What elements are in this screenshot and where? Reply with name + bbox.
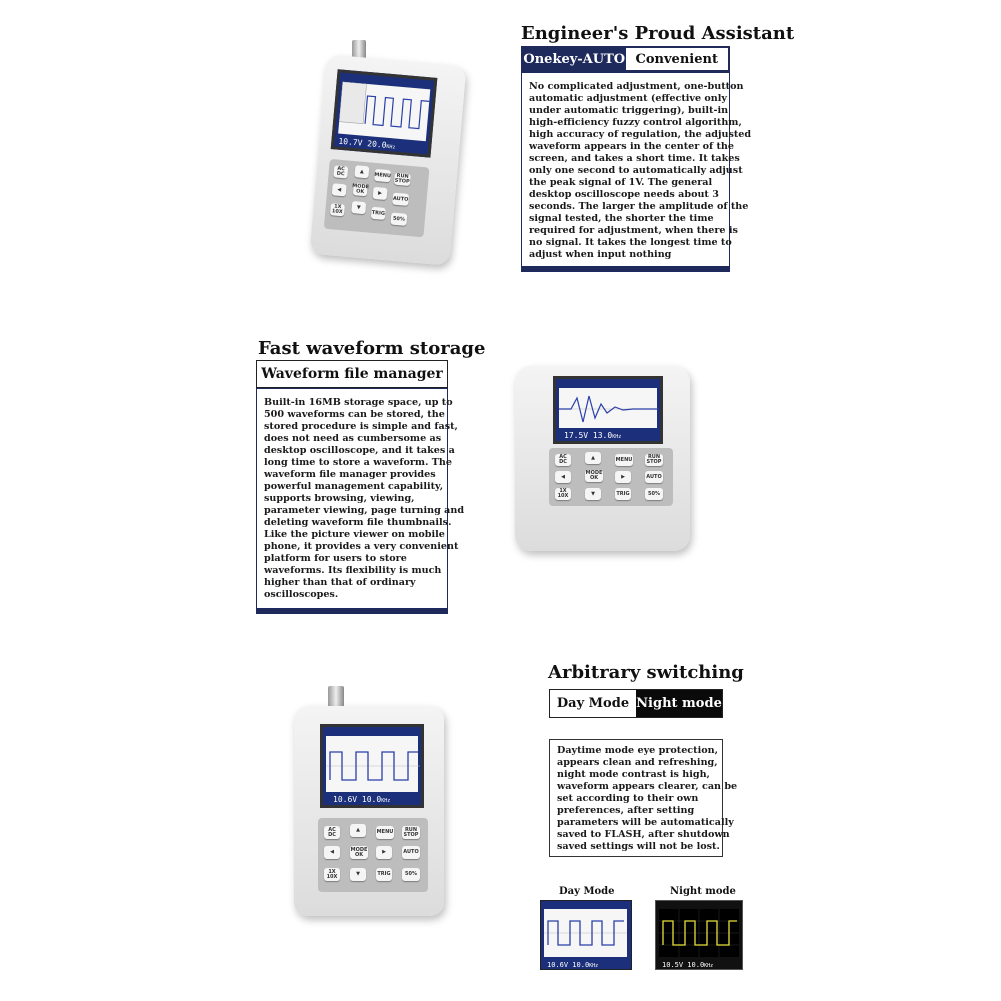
day-plot-area [544, 909, 627, 957]
waveform-display [338, 82, 432, 144]
mode-ok-key[interactable]: MODE OK [585, 470, 603, 481]
text-line: waveform appears in the center of the [529, 141, 735, 152]
text-line: seconds. The larger the amplitude of the [529, 201, 749, 212]
text-line: Built-in 16MB storage space, up to [264, 397, 453, 408]
freq-value: 20.0 [366, 139, 387, 150]
tab-day-mode: Day Mode [550, 690, 636, 717]
auto-key[interactable]: AUTO [645, 471, 663, 483]
text-line: waveforms. Its flexibility is much [264, 565, 442, 576]
freq-value: 10.0 [687, 961, 705, 969]
oscilloscope-device-3 [290, 686, 450, 921]
text-line: preferences, after setting [557, 805, 695, 816]
text-line: waveform file manager provides [264, 469, 436, 480]
section1-tabs [521, 46, 730, 72]
text-line: only one second to automatically adjust [529, 165, 743, 176]
volt-unit: V [583, 431, 589, 440]
screen-plot-area [559, 388, 657, 428]
device-body [294, 706, 444, 916]
text-line: oscilloscopes. [264, 589, 339, 600]
text-line: high accuracy of regulation, the adjusted [529, 129, 752, 140]
day-mode-screen [540, 900, 632, 970]
vpp-value: 10.7 [338, 136, 359, 148]
freq-unit: KHz [381, 798, 391, 804]
vpp-value: 17.5 [564, 431, 584, 440]
auto-key[interactable]: AUTO [402, 846, 420, 859]
acdc-key[interactable]: AC DC [324, 826, 340, 839]
freq-unit: KHz [589, 963, 599, 969]
acdc-key[interactable]: AC DC [555, 454, 571, 466]
fifty-percent-key[interactable]: 50% [390, 212, 407, 225]
volt-unit: V [563, 961, 569, 969]
menu-key[interactable]: MENU [615, 454, 633, 466]
text-line: supports browsing, viewing, [264, 493, 415, 504]
text-line: screen, and takes a short time. It takes [529, 153, 740, 164]
text-line: powerful management capability, [264, 481, 444, 492]
up-key[interactable]: ▲ [350, 824, 366, 837]
volt-unit: V [352, 795, 358, 804]
x1-x10-key[interactable]: 1X 10X [324, 868, 340, 881]
section1-description [521, 72, 752, 266]
section2-title: Fast waveform storage [258, 338, 486, 359]
section1-title: Engineer's Proud Assistant [521, 23, 795, 44]
section2-description [256, 388, 465, 608]
down-key[interactable]: ▼ [350, 868, 366, 881]
day-mode-label: Day Mode [559, 886, 615, 897]
vpp-value: 10.6 [333, 795, 353, 804]
keypad [549, 448, 673, 506]
text-line: automatic adjustment (effective only [529, 93, 728, 104]
section3-description [549, 739, 738, 857]
night-waveform [659, 909, 739, 957]
section3-title: Arbitrary switching [548, 662, 744, 683]
text-line: phone, it provides a very convenient [264, 541, 459, 552]
freq-value: 10.0 [361, 795, 382, 804]
auto-key[interactable]: AUTO [392, 193, 409, 206]
text-line: no signal. It takes the longest time to [529, 237, 732, 248]
left-key[interactable]: ◀ [332, 183, 347, 196]
text-line: high-efficiency fuzzy control algorithm, [529, 117, 742, 128]
run-stop-key[interactable]: RUN STOP [646, 454, 662, 465]
text-line: stored procedure is simple and fast, [264, 421, 458, 432]
tab-night-mode: Night mode [636, 690, 722, 717]
readout-bar [564, 431, 621, 440]
text-line: parameter viewing, page turning and [264, 505, 465, 516]
oscilloscope-device-2 [515, 360, 695, 560]
text-line: platform for users to store [264, 553, 407, 564]
text-line: saved settings will not be lost. [557, 841, 720, 852]
device-screen [553, 376, 663, 444]
keypad [318, 818, 428, 892]
night-mode-screen [655, 900, 743, 970]
night-readout [662, 961, 713, 969]
section2-bottom-bar [256, 608, 448, 614]
text-line: deleting waveform file thumbnails. [264, 517, 452, 528]
x1-x10-key[interactable]: 1X 10X [330, 203, 345, 216]
text-line: does not need as cumbersome as [264, 433, 442, 444]
trig-key[interactable]: TRIG [371, 207, 386, 220]
right-key[interactable]: ▶ [376, 846, 392, 859]
menu-key[interactable]: MENU [376, 826, 394, 839]
run-stop-key[interactable]: RUN STOP [403, 826, 419, 838]
device-body [310, 54, 467, 265]
screen-plot-area [326, 736, 418, 792]
text-line: 500 waveforms can be stored, the [264, 409, 445, 420]
freq-unit: KHz [704, 963, 714, 969]
fifty-percent-key[interactable]: 50% [402, 868, 420, 881]
text-line: appears clean and refreshing, [557, 757, 718, 768]
menu-key[interactable]: MENU [374, 169, 391, 182]
waveform-display [559, 388, 659, 430]
text-line: night mode contrast is high, [557, 769, 710, 780]
section3-tabs [549, 689, 723, 718]
text-line: set according to their own [557, 793, 699, 804]
trig-key[interactable]: TRIG [376, 868, 392, 881]
screen-plot-area [338, 82, 430, 141]
right-key[interactable]: ▶ [373, 187, 388, 200]
section1-bottom-bar [521, 266, 730, 272]
text-line: long time to store a waveform. The [264, 457, 452, 468]
text-line: signal tested, the shorter the time [529, 213, 714, 224]
keypad [324, 159, 430, 237]
freq-value: 10.0 [572, 961, 590, 969]
text-line: desktop oscilloscope needs about 3 [529, 189, 719, 200]
x1-x10-key[interactable]: 1X 10X [555, 488, 571, 500]
run-stop-key[interactable]: RUN STOP [394, 172, 410, 185]
freq-unit: KHz [612, 434, 622, 440]
day-waveform [544, 909, 627, 957]
device-body [515, 366, 690, 551]
text-line: under automatic triggering), built-in [529, 105, 729, 116]
left-key[interactable]: ◀ [555, 471, 571, 483]
freq-value: 13.0 [592, 431, 613, 440]
freq-unit: KHz [386, 143, 396, 151]
text-line: Daytime mode eye protection, [557, 745, 718, 756]
fifty-percent-key[interactable]: 50% [645, 488, 663, 500]
text-line: waveform appears clearer, can be [557, 781, 738, 792]
text-line: Like the picture viewer on mobile [264, 529, 445, 540]
device-screen [320, 724, 424, 808]
readout-bar [333, 795, 390, 804]
tab-waveform-file-manager: Waveform file manager [257, 361, 447, 387]
waveform-display [326, 736, 420, 796]
up-key[interactable]: ▲ [585, 452, 601, 464]
oscilloscope-device-1 [300, 40, 470, 270]
mode-ok-key[interactable]: MODE OK [351, 182, 370, 196]
text-line: required for adjustment, when there is [529, 225, 738, 236]
day-readout [547, 961, 598, 969]
night-mode-label: Night mode [670, 886, 736, 897]
right-key[interactable]: ▶ [615, 471, 631, 483]
vpp-value: 10.6 [547, 961, 564, 969]
volt-unit: V [678, 961, 684, 969]
text-line: higher than that of ordinary [264, 577, 416, 588]
text-line: adjust when input nothing [529, 249, 672, 260]
acdc-key[interactable]: AC DC [333, 165, 348, 178]
left-key[interactable]: ◀ [324, 846, 340, 859]
night-plot-area [659, 909, 739, 957]
text-line: saved to FLASH, after shutdown [557, 829, 730, 840]
vpp-value: 10.5 [662, 961, 679, 969]
text-line: the peak signal of 1V. The general [529, 177, 713, 188]
up-key[interactable]: ▲ [354, 165, 369, 178]
down-key[interactable]: ▼ [585, 488, 601, 500]
volt-unit: V [357, 138, 363, 148]
tab-onekey-auto: Onekey-AUTO [523, 48, 626, 70]
text-line: desktop oscilloscope, and it takes a [264, 445, 455, 456]
text-line: No complicated adjustment, one-button [529, 81, 744, 92]
trig-key[interactable]: TRIG [615, 488, 631, 500]
section2-tab [256, 360, 448, 388]
device-screen [331, 69, 438, 157]
tab-convenient: Convenient [626, 48, 729, 70]
down-key[interactable]: ▼ [351, 201, 366, 214]
text-line: parameters will be automatically [557, 817, 734, 828]
mode-ok-key[interactable]: MODE OK [350, 846, 368, 858]
